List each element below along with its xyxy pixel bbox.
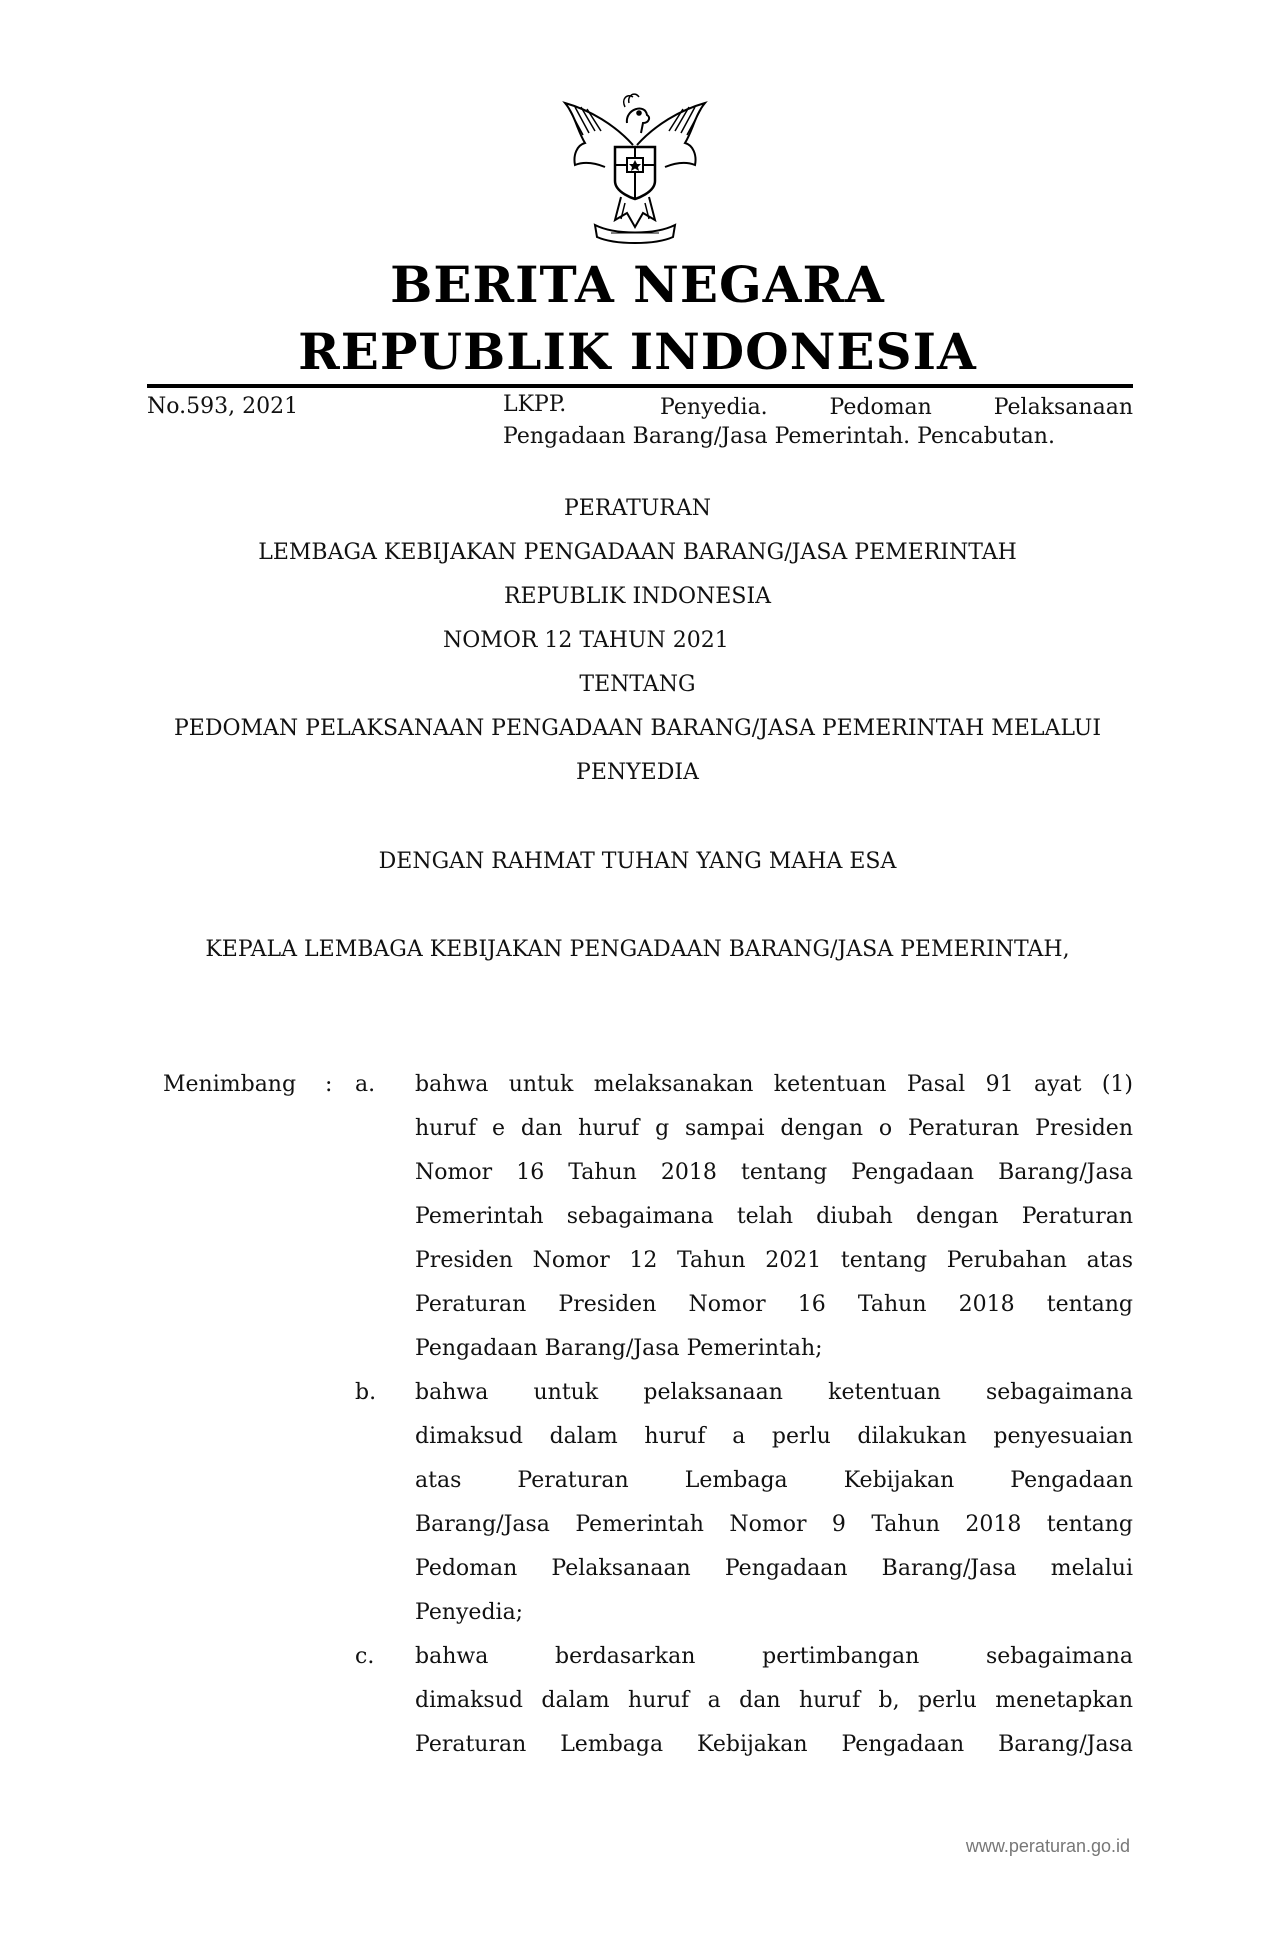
regulation-type: PERATURAN: [563, 496, 712, 521]
gazette-number: No.593, 2021: [147, 394, 299, 419]
item-marker-c: c.: [355, 1644, 375, 1669]
item-c-line-1: bahwa berdasarkan pertimbangan sebagaimana: [415, 1644, 1133, 1669]
item-b-line-2: dimaksud dalam huruf a perlu dilakukan penyesuaian: [415, 1424, 1133, 1449]
item-a-line-3: Nomor 16 Tahun 2018 tentang Pengadaan Barang/Jasa: [415, 1160, 1133, 1185]
considering-colon: :: [325, 1072, 333, 1097]
item-marker-b: b.: [355, 1380, 377, 1405]
item-b-line-4: Barang/Jasa Pemerintah Nomor 9 Tahun 2018 tentang: [415, 1512, 1133, 1537]
header-divider: [147, 384, 1133, 388]
considering-label: Menimbang: [163, 1072, 297, 1097]
subject-line1: Penyedia. Pedoman Pelaksanaan: [660, 395, 1133, 420]
regulation-about: TENTANG: [579, 672, 696, 697]
item-a-line-4: Pemerintah sebagaimana telah diubah dengan Peraturan: [415, 1204, 1133, 1229]
item-a-line-5: Presiden Nomor 12 Tahun 2021 tentang Perubahan atas: [415, 1248, 1133, 1273]
item-b-line-6: Penyedia;: [415, 1600, 524, 1625]
gazette-title-line1: BERITA NEGARA: [390, 255, 885, 314]
item-b-line-1: bahwa untuk pelaksanaan ketentuan sebagaimana: [415, 1380, 1133, 1405]
agency-code: LKPP.: [503, 392, 567, 417]
regulation-country: REPUBLIK INDONESIA: [503, 584, 772, 609]
item-a-line-2: huruf e dan huruf g sampai dengan o Peraturan Presiden: [415, 1116, 1133, 1141]
regulation-issuer: LEMBAGA KEBIJAKAN PENGADAAN BARANG/JASA PEMERINTAH: [258, 540, 1017, 565]
regulation-number: NOMOR 12 TAHUN 2021: [443, 628, 729, 653]
item-b-line-5: Pedoman Pelaksanaan Pengadaan Barang/Jasa melalui: [415, 1556, 1133, 1581]
item-a-line-1: bahwa untuk melaksanakan ketentuan Pasal 91 ayat (1): [415, 1072, 1133, 1097]
regulation-title-line2: PENYEDIA: [576, 760, 699, 785]
item-a-line-7: Pengadaan Barang/Jasa Pemerintah;: [415, 1336, 823, 1361]
official-title: KEPALA LEMBAGA KEBIJAKAN PENGADAAN BARANG/JASA PEMERINTAH,: [205, 937, 1070, 962]
item-c-line-2: dimaksud dalam huruf a dan huruf b, perlu menetapkan: [415, 1688, 1133, 1713]
subject-line2: Pengadaan Barang/Jasa Pemerintah. Pencabutan.: [503, 424, 1055, 449]
gazette-title-line2: REPUBLIK INDONESIA: [298, 322, 977, 381]
item-c-line-3: Peraturan Lembaga Kebijakan Pengadaan Barang/Jasa: [415, 1732, 1133, 1757]
item-b-line-3: atas Peraturan Lembaga Kebijakan Pengadaan: [415, 1468, 1133, 1493]
item-marker-a: a.: [355, 1072, 376, 1097]
source-url: www.peraturan.go.id: [965, 1836, 1130, 1856]
regulation-title-line1: PEDOMAN PELAKSANAAN PENGADAAN BARANG/JASA PEMERINTAH MELALUI: [173, 716, 1102, 741]
item-a-line-6: Peraturan Presiden Nomor 16 Tahun 2018 tentang: [415, 1292, 1133, 1317]
invocation: DENGAN RAHMAT TUHAN YANG MAHA ESA: [378, 849, 897, 874]
garuda-emblem-icon: [555, 85, 715, 245]
